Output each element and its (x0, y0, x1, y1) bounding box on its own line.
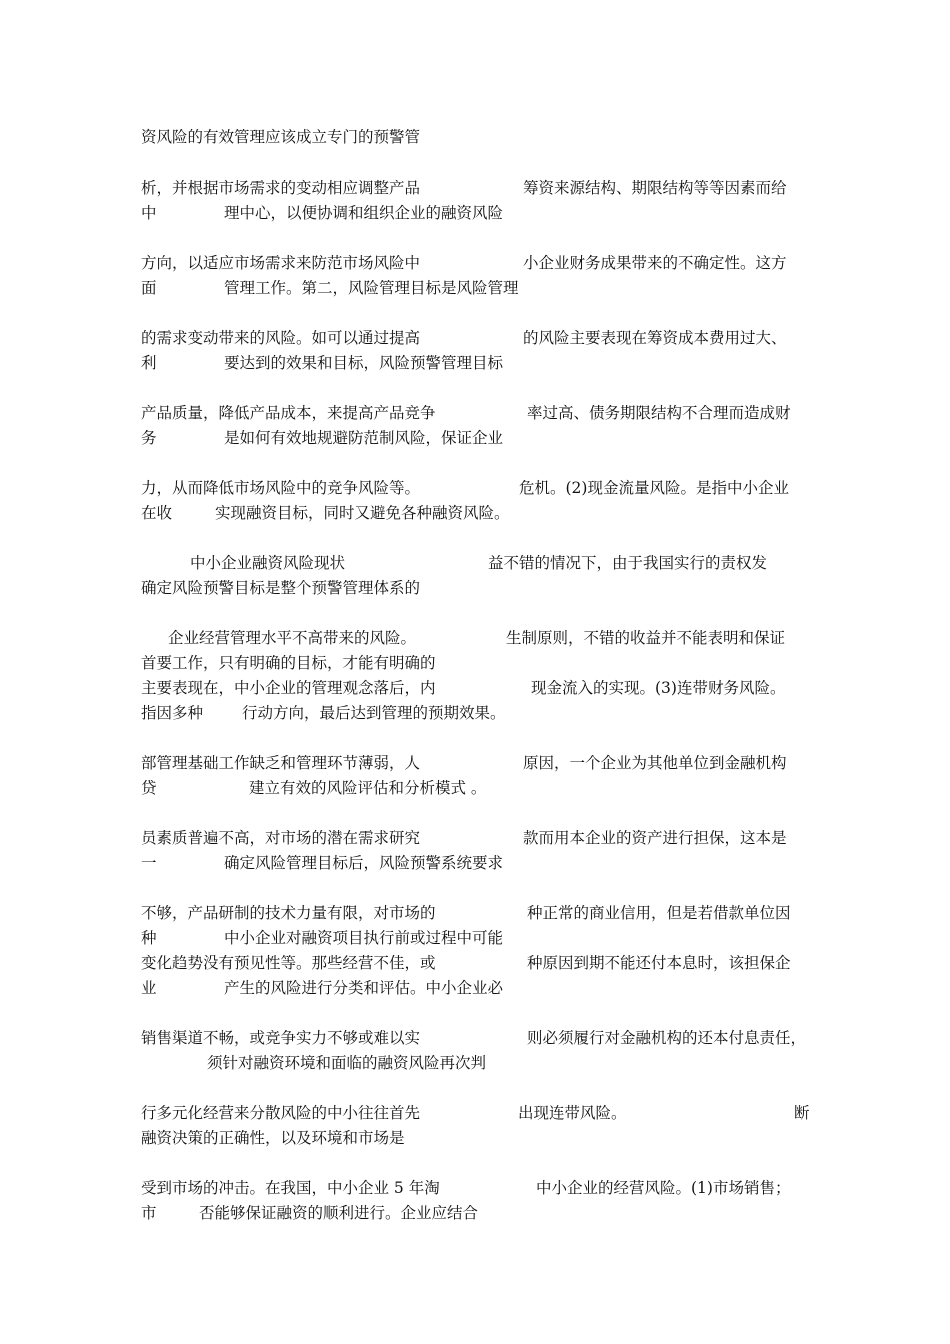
text-line: 小企业财务成果带来的不确定性。这方 (523, 254, 787, 272)
text-line: 筹资来源结构、期限结构等等因素而给 (523, 179, 787, 197)
text-line: 中小企业对融资项目执行前或过程中可能 (224, 929, 504, 947)
text-line: 业 (141, 979, 157, 997)
text-line: 确定风险管理目标后，风险预警系统要求 (224, 854, 504, 872)
text-line: 首要工作，只有明确的目标，才能有明确的 (141, 654, 436, 672)
text-line: 受到市场的冲击。在我国，中小企业 5 年淘 (141, 1179, 440, 1197)
text-line: 市 (141, 1204, 157, 1222)
text-line: 的风险主要表现在筹资成本费用过大、 (523, 329, 787, 347)
text-line: 确定风险预警目标是整个预警管理体系的 (141, 579, 421, 597)
text-line: 析，并根据市场需求的变动相应调整产品 (141, 179, 421, 197)
text-line: 出现连带风险。 (518, 1104, 627, 1122)
text-line: 危机。(2)现金流量风险。是指中小企业 (519, 479, 789, 497)
text-line: 种正常的商业信用，但是若借款单位因 (527, 904, 791, 922)
text-line: 指因多种 (141, 704, 204, 722)
text-line: 益不错的情况下，由于我国实行的责权发 (488, 554, 768, 572)
text-line: 种原因到期不能还付本息时，该担保企 (527, 954, 791, 972)
text-line: 主要表现在，中小企业的管理观念落后，内 (141, 679, 436, 697)
text-line: 员素质普遍不高，对市场的潜在需求研究 (141, 829, 421, 847)
text-line: 产生的风险进行分类和评估。中小企业必 (224, 979, 504, 997)
text-line: 在收 (141, 504, 173, 522)
text-line: 贷 (141, 779, 157, 797)
text-line: 要达到的效果和目标，风险预警管理目标 (224, 354, 504, 372)
text-line: 中小企业的经营风险。(1)市场销售； (536, 1179, 791, 1197)
text-line: 须针对融资环境和面临的融资风险再次判 (207, 1054, 487, 1072)
text-line: 利 (141, 354, 157, 372)
section-heading: 中小企业融资风险现状 (190, 554, 346, 572)
text-line: 原因，一个企业为其他单位到金融机构 (523, 754, 787, 772)
text-line: 生制原则，不错的收益并不能表明和保证 (506, 629, 786, 647)
text-line: 方向，以适应市场需求来防范市场风险中 (141, 254, 421, 272)
text-line: 力，从而降低市场风险中的竞争风险等。 (141, 479, 421, 497)
text-line: 理中心，以便协调和组织企业的融资风险 (224, 204, 504, 222)
text-line: 企业经营管理水平不高带来的风险。 (168, 629, 417, 647)
text-line: 种 (141, 929, 157, 947)
text-line: 产品质量，降低产品成本，来提高产品竞争 (141, 404, 436, 422)
text-line: 行多元化经营来分散风险的中小往往首先 (141, 1104, 421, 1122)
text-line: 资风险的有效管理应该成立专门的预警管 (141, 128, 421, 146)
text-line: 中 (141, 204, 157, 222)
text-line: 行动方向，最后达到管理的预期效果。 (242, 704, 506, 722)
text-line: 款而用本企业的资产进行担保，这本是 (523, 829, 787, 847)
text-line: 不够，产品研制的技术力量有限，对市场的 (141, 904, 436, 922)
text-line: 否能够保证融资的顺利进行。企业应结合 (199, 1204, 479, 1222)
text-line: 一 (141, 854, 157, 872)
text-line: 的需求变动带来的风险。如可以通过提高 (141, 329, 421, 347)
text-line: 率过高、债务期限结构不合理而造成财 (527, 404, 791, 422)
text-line: 销售渠道不畅，或竞争实力不够或难以实 (141, 1029, 421, 1047)
text-line: 则必须履行对金融机构的还本付息责任， (527, 1029, 807, 1047)
text-line: 是如何有效地规避防范制风险，保证企业 (224, 429, 504, 447)
text-line: 部管理基础工作缺乏和管理环节薄弱，人 (141, 754, 421, 772)
text-line: 变化趋势没有预见性等。那些经营不佳，或 (141, 954, 436, 972)
text-line: 面 (141, 279, 157, 297)
text-line: 断 (794, 1104, 810, 1122)
text-line: 实现融资目标，同时又避免各种融资风险。 (215, 504, 510, 522)
text-line: 现金流入的实现。(3)连带财务风险。 (531, 679, 786, 697)
text-line: 建立有效的风险评估和分析模式 。 (249, 779, 487, 797)
text-line: 务 (141, 429, 157, 447)
text-line: 融资决策的正确性，以及环境和市场是 (141, 1129, 405, 1147)
text-line: 管理工作。第二，风险管理目标是风险管理 (224, 279, 519, 297)
